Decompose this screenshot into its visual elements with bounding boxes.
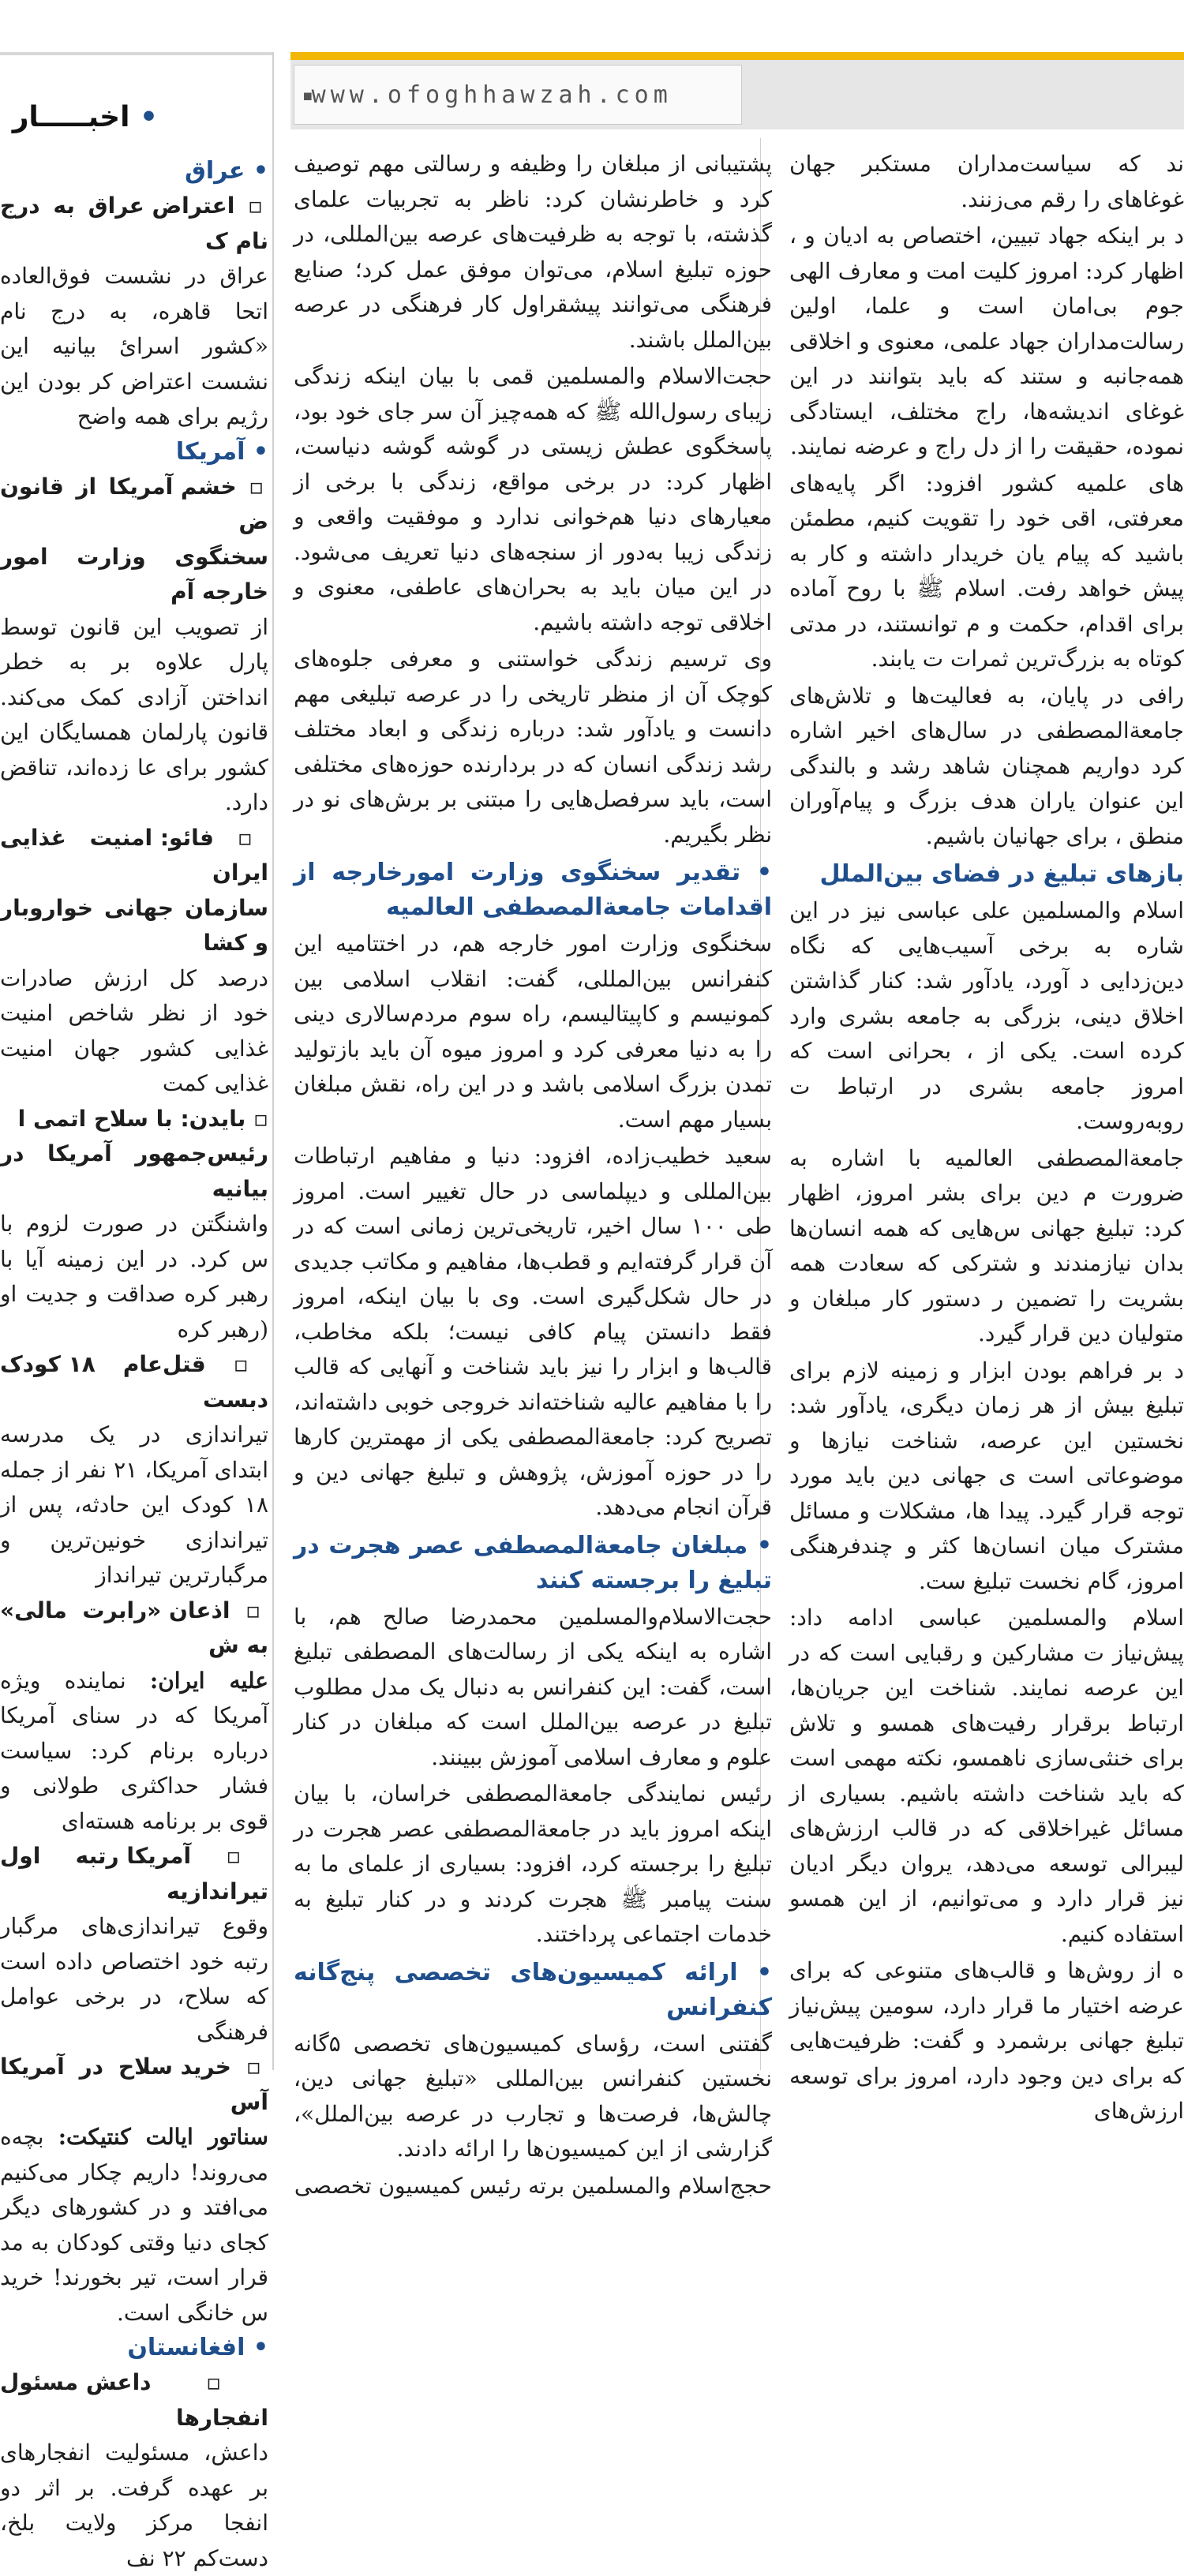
paragraph: ه از روش‌ها و قالب‌های متنوعی که برای عرضه اختیار ما قرار دارد، سومین پیش‌نیاز تبلیغ جهانی برشمرد و گفت: ظرفیت‌هایی که برای دین وجود دارد، امروز برای توسعه ارزش‌های <box>789 1957 1184 2124</box>
paragraph: د بر فراهم بودن ابزار و زمینه لازم برای تبلیغ بیش از هر زمان دیگری، یادآور شد: نخستین این عرصه، شناخت نیازها و موضوعاتی است ی جهانی دین باید مورد توجه قرار گیرد. پیدا ها، مشکلات و مسائل مشترک میان انسان‌ها کثر و چندفرهنگی امروز، گام نخست تبلیغ ست. <box>789 1357 1184 1594</box>
paragraph: ند که سیاست‌مداران مستکبر جهان غوغاهای را رقم می‌زنند. <box>789 151 1184 212</box>
news-item-fao: ▫ فائو: امنیت غذایی ایران سازمان جهانی خواروبار و کشا درصد کل ارزش صادرات خود از نظر شاخص امنیت غذایی کشور جهان امنیت غذایی کمت <box>0 824 268 1096</box>
left-section-title: • اخبـــــار <box>12 101 158 133</box>
left-news-column <box>0 154 269 2571</box>
paragraph: سخنگوی وزارت امور خارجه هم، در اختتامیه این کنفرانس بین‌المللی، گفت: انقلاب اسلامی بین کمونیسم و کاپیتالیسم، راه سوم مردم‌سالاری دینی را به دنیا معرفی کرد و امروز میوه آن باید بازتولید تمدن بزرگ اسلامی باشد و در این راه، نقش مبلغان بسیار مهم است. <box>294 930 772 1133</box>
news-section-america: • آمریکا ▫ خشم آمریکا از قانون ض سخنگوی وزارت امور خارجه آم از تصویب این قانون توسط پارل علاوه بر به خطر انداختن آزادی کمک می‌کند. قانون پارلمان همسایگان این کشور برای عا زده‌اند، تناقض دارد. <box>0 437 268 815</box>
website-url: ■www.ofoghhawzah.com <box>294 65 742 125</box>
news-item-shootings: ▫ آمریکا رتبه اول تیراندازیه وقوع تیراندازی‌های مرگبار رتبه خود اختصاص داده است که سلاح، در برخی عوامل فرهنگی <box>0 1843 268 2045</box>
paragraph: گفتنی است، رؤسای کمیسیون‌های تخصصی ۵گانه نخستین کنفرانس بین‌المللی «تبلیغ جهانی دین، چالش‌ها، فرصت‌ها و تجارب در عرصه بین‌الملل»، گزارشی از این کمیسیون‌ها را ارائه دادند. <box>294 2030 772 2162</box>
paragraph: رافی در پایان، به فعالیت‌ها و تلاش‌های جامعة‌المصطفی در سال‌های اخیر اشاره کرد دواریم همچنان شاهد رشد و بالندگی این عنوان یاران هدف بزرگ و پیام‌آوران منطق ، برای جهانیان باشیم. <box>789 682 1184 849</box>
left-box-top-border <box>0 52 272 55</box>
paragraph: حجج‌اسلام والمسلمین برته رئیس کمیسیون تخصصی <box>294 2172 772 2199</box>
paragraph: سعید خطیب‌زاده، افزود: دنیا و مفاهیم ارتباطات بین‌المللی و دیپلماسی در حال تغییر است. امروز طی ۱۰۰ سال اخیر، تاریخی‌ترین زمانی است که در آن قرار گرفته‌ایم و قطب‌ها، مفاهیم و مکاتب جدیدی در حال شکل‌گیری است. وی با بیان اینکه، امروز فقط دانستن پیام کافی نیست؛ بلکه مخاطب، قالب‌ها و ابزار را نیز باید شناخت و آنهایی که قالب را با مفاهیم عالیه شناخته‌اند خروجی خوبی داشته‌اند، تصریح کرد: جامعة‌المصطفی یکی از مهمترین کارها را در حوزه آموزش، پژوهش و تبلیغ جهانی دین و قرآن انجام می‌دهد. <box>294 1143 772 1520</box>
paragraph: پشتیبانی از مبلغان را وظیفه و رسالتی مهم توصیف کرد و خاطرنشان کرد: ناظر به تجربیات علمای گذشته، با توجه به ظرفیت‌های عرصه بین‌المللی، در حوزه تبلیغ اسلام، می‌توان موفق عمل کرد؛ صنایع فرهنگی می‌توانند پیشقراول کار فرهنگی در عرصه بین‌الملل باشند. <box>294 151 772 353</box>
bullet-square-icon: ■ <box>304 88 312 103</box>
paragraph: وی ترسیم زندگی خواستنی و معرفی جلوه‌های کوچک آن از منظر تاریخی را در عرصه تبلیغی مهم دانست و یادآور شد: درباره زندگی و ابعاد مختلف رشد زندگی انسان که در بردارنده حوزه‌های مختلفی است، باید سرفصل‌هایی را مبتنی بر برش‌های نو در نظر بگیریم. <box>294 646 773 848</box>
news-section-afghanistan: • افغانستان ▫ داعش مسئول انفجارها داعش، مسئولیت انفجارهای بر عهده گرفت. بر اثر دو انفجا مرکز ولایت بلخ، دست‌کم ۲۲ نف <box>0 2334 268 2571</box>
news-item-biden: ▫ بایدن: با سلاح اتمی ا رئیس‌جمهور آمریکا در بیانیه واشنگتن در صورت لزوم با س کرد. در این زمینه آیا با رهبر کره صداقت و جدیت او (رهبر کره <box>0 1105 268 1342</box>
paragraph: حجت‌الاسلام‌والمسلمین محمدرضا صالح هم، با اشاره به اینکه یکی از رسالت‌های المصطفی تبلیغ است، گفت: این کنفرانس به دنبال یک مدل مطلوب تبلیغ در عرصه بین‌الملل است که مبلغان در کنار علوم و معارف اسلامی آموزش ببینند. <box>294 1603 772 1770</box>
paragraph: اسلام والمسلمین عباسی ادامه داد: پیش‌نیاز ت مشارکین و رقبایی است که در این عرصه نمایند. شناخت این جریان‌ها، ارتباط برقرار رفیت‌های همسو و تلاش برای خنثی‌سازی ناهمسو، نکته مهمی است که باید شناخت داشته باشیم. بسیاری از مسائل غیراخلاقی که در قالب ارزش‌های لیبرالی توسعه می‌دهد، یروان دیگر ادیان نیز قرار دارد و می‌توانیم، از این همسو استفاده کنیم. <box>789 1604 1184 1947</box>
paragraph: اسلام والمسلمین علی عباسی نیز در این شاره به برخی آسیب‌هایی که نگاه دین‌زدایی د آورد، یادآور شد: کنار گذاشتن اخلاق دینی، بزرگی به جامعه بشری وارد کرده است. یکی از ، بحرانی است که امروز جامعه بشری در ارتباط ت روبه‌روست. <box>789 897 1184 1134</box>
paragraph: د بر اینکه جهاد تبیین، اختصاص به ادیان و ، اظهار کرد: امروز کلیت امت و معارف الهی جوم بی‌امان است و علما، اولین رسالت‌مداران جهاد علمی، معنوی و اخلاقی همه‌جانبه و ستند که باید بتوانند در این غوغای اندیشه‌ها، راج مختلف، ایستادگی نموده، حقیقت را از دل راج و عرضه نمایند. <box>789 223 1184 459</box>
column-divider-left <box>272 52 274 2070</box>
paragraph: جامعة‌المصطفی العالمیه با اشاره به ضرورت م دین برای بشر امروز، اظهار کرد: تبلیغ جهانی س‌هایی که همه انسان‌ها بدان نیازمندند و شترکی که سعادت همه بشریت را تضمین ر دستور کار مبلغان و متولیان دین قرار گیرد. <box>789 1144 1184 1346</box>
paragraph: های علمیه کشور افزود: اگر پایه‌های معرفتی، اقی خود را تقویت کنیم، مطمئن باشید که پیام یان خریدار داشته و کار به پیش خواهد رفت. اسلام ﷺ با روح آماده برای اقدام، حکمت و م توانستند، در مدتی کوتاه به بزرگ‌ترین ثمرات ت یابند. <box>789 470 1184 672</box>
news-item-guns: ▫ خرید سلاح در آمریکا آس سناتور ایالت کنتیکت: بچه‌ه می‌روند! داریم چکار می‌کنیم می‌افتد و در کشورهای دیگر کجای دنیا وقتی کودکان به مد قرار است، تیر بخورند! خرید س خانگی است. <box>0 2054 268 2326</box>
subheading: • ارائه کمیسیون‌های تخصصی پنج‌گانه کنفرانس <box>294 1958 773 2021</box>
news-item-malley: ▫ اذعان «رابرت مالی» به ش علیه ایران: نماینده ویژه آمریکا که در سنای آمریکا درباره برنام کرد: سیاست فشار حداکثری طولانی و قوی بر برنامه هسته‌ای <box>0 1597 268 1834</box>
article-column-right <box>789 147 1184 2124</box>
news-section-iraq: • عراق ▫ اعتراض عراق به درج نام ک عراق در نشست فوق‌العاده اتحا قاهره، به درج نام «کشور اسرائ بیانیه این نشست اعتراض کر بودن این رژیم برای همه واضح <box>0 157 268 429</box>
subheading: بازهای تبلیغ در فضای بین‌الملل <box>819 860 1184 888</box>
subheading: • مبلغان جامعة‌المصطفی عصر هجرت در تبلیغ را برجسته کنند <box>294 1531 773 1594</box>
bullet-dot-icon: • <box>740 859 773 886</box>
bullet-dot-icon: • <box>139 101 158 133</box>
article-column-middle <box>294 147 773 2199</box>
subheading: • تقدیر سخنگوی وزارت امورخارجه از اقدامات جامعة‌المصطفی العالمیه <box>294 859 773 921</box>
bullet-dot-icon: • <box>737 1958 773 1986</box>
header-accent-bar <box>290 52 1184 60</box>
bullet-dot-icon: • <box>747 1531 773 1559</box>
paragraph: رئیس نمایندگی جامعة‌المصطفی خراسان، با بیان اینکه امروز باید در جامعة‌المصطفی عصر هجرت در تبلیغ را برجسته کرد، افزود: بسیاری از علمای ما به سنت پیامبر ﷺ هجرت کردند و در کنار تبلیغ به خدمات اجتماعی پرداختند. <box>294 1780 772 1947</box>
news-item-massacre: ▫ قتل‌عام ۱۸ کودک دبست تیراندازی در یک مدرسه ابتدای آمریکا، ۲۱ نفر از جمله ۱۸ کودک این حادثه، پس از تیراندازی خونین‌ترین و مرگبارترین تیرانداز <box>0 1351 269 1588</box>
paragraph: حجت‌الاسلام والمسلمین قمی با بیان اینکه زندگی زیبای رسول‌الله ﷺ که همه‌چیز آن سر جای خود بود، پاسخگوی عطش زیستی در گوشه گوشه دنیاست، اظهار کرد: در برخی مواقع، زندگی با برخی از معیارهای دنیا هم‌خوانی ندارد و موفقیت واقعی و زندگی زیبا به‌دور از سنجه‌های دنیا تعریف می‌شود. در این میان باید به بحران‌های عاطفی، معنوی و اخلاقی توجه داشته باشیم. <box>294 363 772 635</box>
